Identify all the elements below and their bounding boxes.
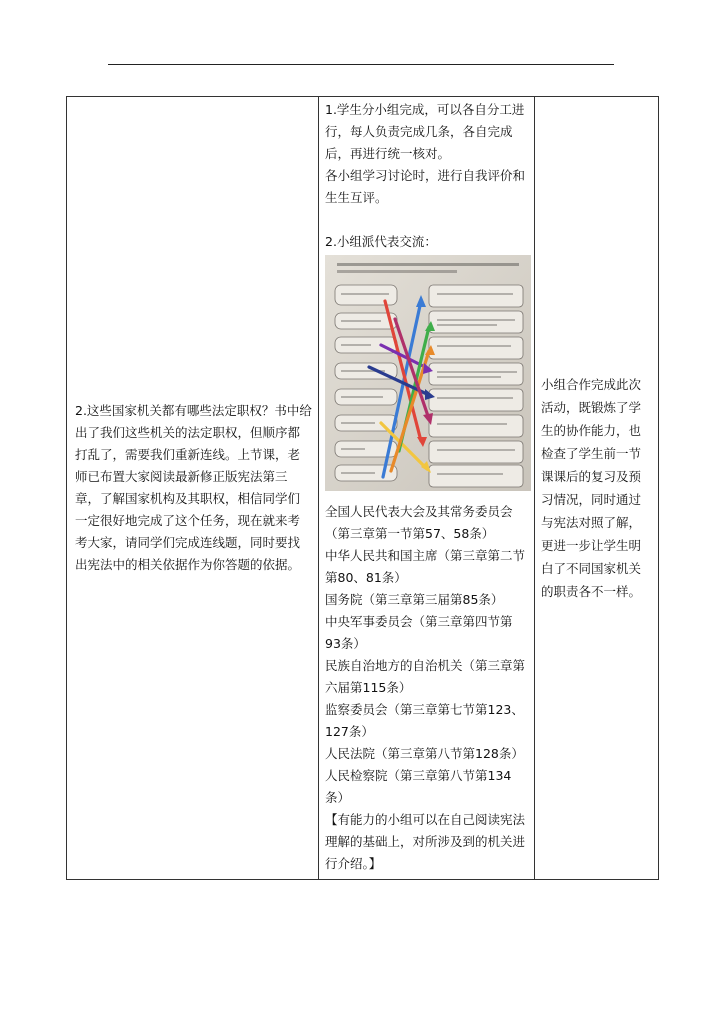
- step1-text: 1.学生分小组完成，可以各自分工进行，每人负责完成几条，各自完成后，再进行统一核对。: [325, 102, 525, 161]
- teacher-activity-text: 2.这些国家机关都有哪些法定职权？书中给出了我们这些机关的法定职权，但顺序都打乱了，需要我们重新连线。上节课，老师已布置大家阅读最新修正版宪法第三章，了解国家机构及其职权，相信同学们一定很好地完成了这个任务，现在就来考考大家，请同学们完成连线题，同时要找出宪法中的相关依据作为你答题的依据。: [75, 403, 312, 572]
- clause-extension-note: 【有能力的小组可以在自己阅读宪法理解的基础上，对所涉及到的机关进行介绍。】: [325, 812, 526, 871]
- clause-president: 中华人民共和国主席（第三章第二节第80、81条）: [325, 548, 526, 585]
- step2-text: 2.小组派代表交流：: [325, 234, 437, 249]
- clause-peoples-court: 人民法院（第三章第八节第128条）: [325, 746, 524, 761]
- matching-exercise-photo: [325, 255, 531, 491]
- clause-npc: 全国人民代表大会及其常务委员会（第三章第一节第57、58条）: [325, 504, 513, 541]
- clause-state-council: 国务院（第三章第三届第85条）: [325, 592, 504, 607]
- clause-autonomous-organs: 民族自治地方的自治机关（第三章第六届第115条）: [325, 658, 526, 695]
- design-intent-cell: [535, 97, 659, 880]
- step1b-text: 各小组学习讨论时，进行自我评价和生生互评。: [325, 168, 526, 205]
- table-row: [67, 97, 659, 880]
- lesson-table: [66, 96, 659, 880]
- clause-supervisory-commission: 监察委员会（第三章第七节第123、127条）: [325, 702, 524, 739]
- page-header-rule: [108, 64, 614, 65]
- student-activity-cell: [319, 97, 535, 880]
- design-intent-text: 小组合作完成此次活动，既锻炼了学生的协作能力，也检查了学生前一节课课后的复习及预习情况，同时通过与宪法对照了解，更进一步让学生明白了不同国家机关的职责各不一样。: [541, 377, 642, 599]
- clause-military-commission: 中央军事委员会（第三章第四节第93条）: [325, 614, 513, 651]
- teacher-activity-cell: [67, 97, 319, 880]
- clause-procuratorate: 人民检察院（第三章第八节第134条）: [325, 768, 512, 805]
